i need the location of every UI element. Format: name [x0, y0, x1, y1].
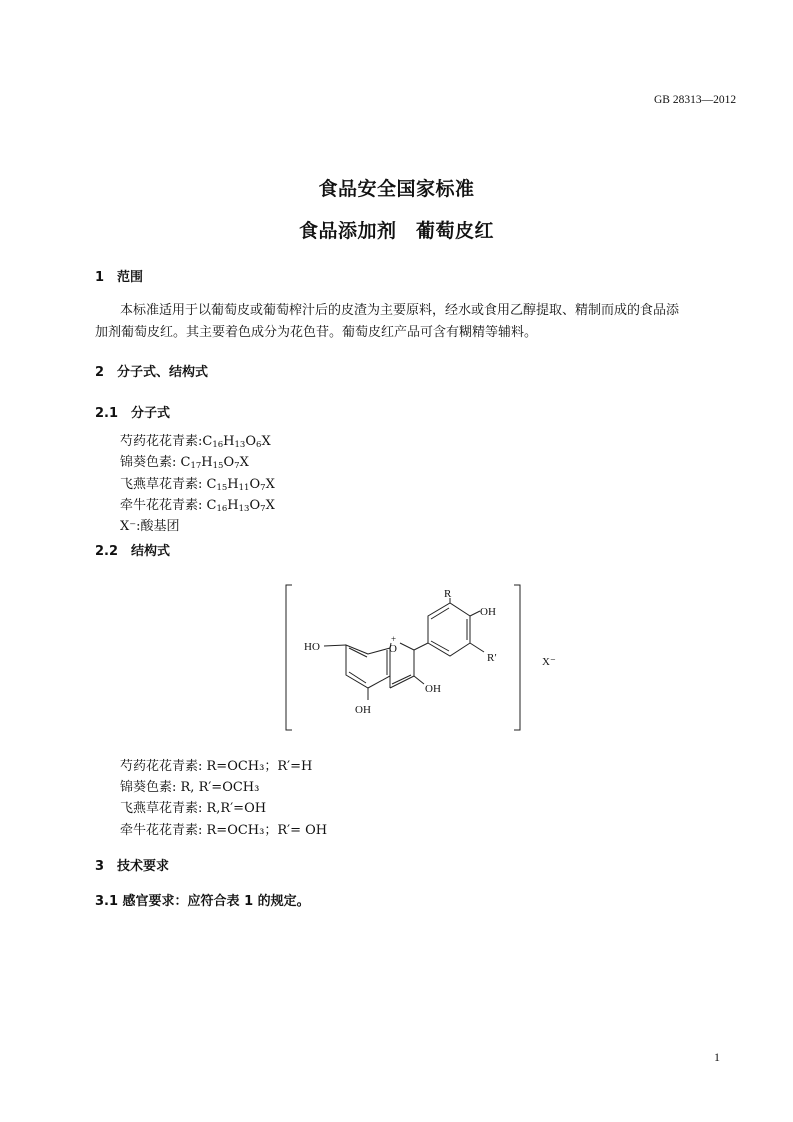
formula-petunidin: 牵牛花花青素: $C_{16}H_{13}O_7X$ — [120, 498, 275, 514]
formula-delphinidin: 飞燕草花青素: $C_{15}H_{11}O_7X$ — [120, 477, 275, 493]
substituent-petunidin: 牵牛花花青素: R=OCH₃；R′= OH — [120, 823, 328, 838]
section-3-1-text: 3.1 感官要求：应符合表 1 的规定。 — [95, 894, 310, 909]
formula-peonidin: 芍药花花青素$:C_{16}H_{13}O_6X$ — [120, 434, 271, 450]
ring-a — [346, 645, 390, 688]
page-number: 1 — [714, 1050, 720, 1064]
label-ho-left: HO — [304, 641, 320, 653]
section-1-heading: 1 范围 — [95, 270, 144, 285]
section-2-2-heading: 2.2 结构式 — [95, 544, 171, 559]
right-bracket — [514, 585, 520, 730]
document-subtitle: 食品添加剂 葡萄皮红 — [298, 220, 494, 242]
section-1-para-line-2: 加剂葡萄皮红。其主要着色成分为花色苷。葡萄皮红产品可含有糊精等辅料。 — [95, 325, 538, 340]
structural-formula — [270, 578, 580, 738]
left-bracket — [286, 585, 292, 730]
label-oh-bottom: OH — [355, 704, 371, 716]
label-r-prime: R′ — [487, 652, 497, 664]
section-1-para-line-1: 本标准适用于以葡萄皮或葡萄榨汁后的皮渣为主要原料，经水或食用乙醇提取、精制而成的食品添 — [120, 303, 680, 318]
label-oh-top: OH — [480, 606, 496, 618]
section-3-heading: 3 技术要求 — [95, 859, 170, 874]
document-title: 食品安全国家标准 — [318, 178, 475, 200]
standard-number: GB 28313—2012 — [654, 94, 737, 106]
substituent-peonidin: 芍药花花青素: R=OCH₃；R′=H — [120, 759, 313, 774]
section-2-1-heading: 2.1 分子式 — [95, 406, 171, 421]
substituent-malvidin: 锦葵色素: R, R′=OCH₃ — [120, 780, 260, 795]
label-oh-mid: OH — [425, 683, 441, 695]
ring-b — [428, 603, 470, 656]
label-x-minus: X⁻ — [542, 656, 556, 668]
label-o-plus: O — [389, 643, 397, 655]
section-2-heading: 2 分子式、结构式 — [95, 365, 209, 380]
acid-group-note: X⁻:酸基团 — [120, 519, 180, 534]
label-plus: + — [391, 634, 397, 644]
formula-malvidin: 锦葵色素: $C_{17}H_{15}O_7X$ — [120, 455, 249, 471]
label-r: R — [444, 588, 452, 600]
substituent-delphinidin: 飞燕草花青素: R,R′=OH — [120, 801, 267, 816]
